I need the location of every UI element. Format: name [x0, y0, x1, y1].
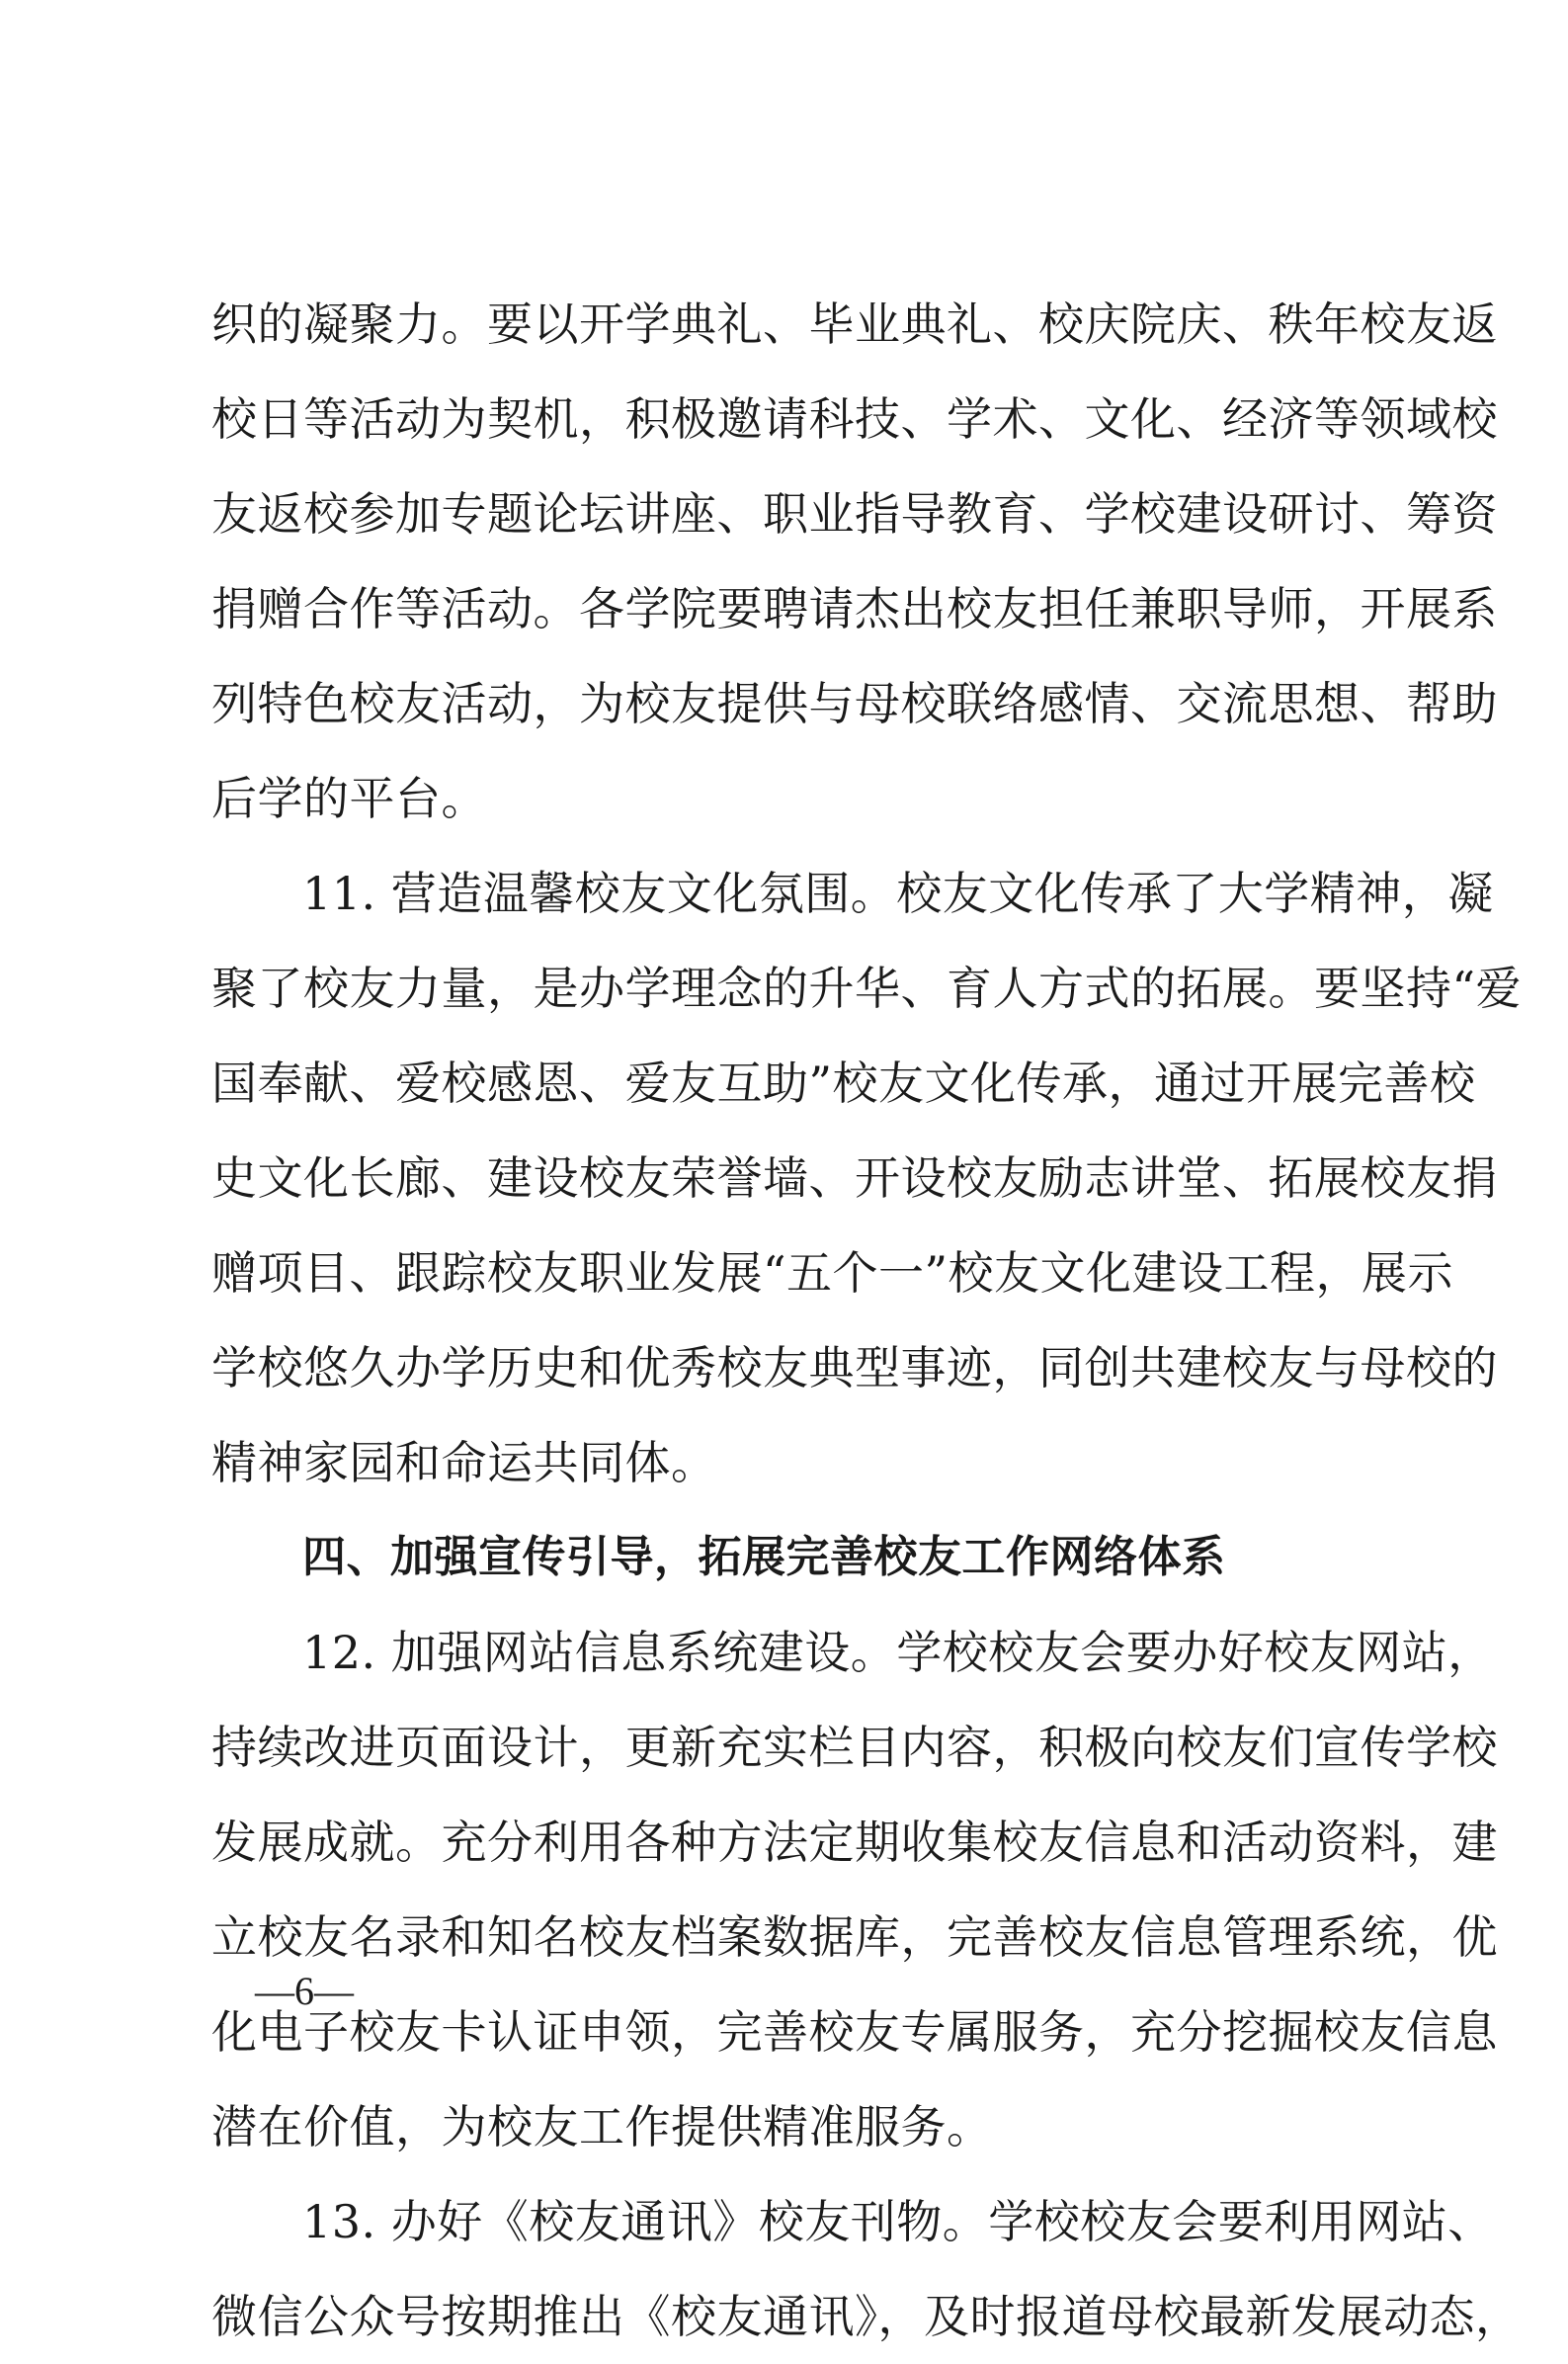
- body-line: 潜在价值，为校友工作提供精准服务。: [211, 2100, 993, 2153]
- body-line: 捐赠合作等活动。各学院要聘请杰出校友担任兼职导师，开展系: [211, 582, 1498, 635]
- body-line: 赠项目、跟踪校友职业发展“五个一”校友文化建设工程，展示: [211, 1246, 1454, 1300]
- body-line: 后学的平台。: [211, 772, 487, 825]
- body-line: 持续改进页面设计，更新充实栏目内容，积极向校友们宣传学校: [211, 1721, 1498, 1774]
- page-number: —6—: [255, 1969, 354, 2013]
- body-line: 微信公众号按期推出《校友通讯》，及时报道母校最新发展动态，: [211, 2290, 1522, 2343]
- body-line: 精神家园和命运共同体。: [211, 1436, 717, 1489]
- body-line: 史文化长廊、建设校友荣誉墙、开设校友励志讲堂、拓展校友捐: [211, 1151, 1498, 1205]
- body-line: 立校友名录和知名校友档案数据库，完善校友信息管理系统，优: [211, 1910, 1498, 1964]
- body-line: 织的凝聚力。要以开学典礼、毕业典礼、校庆院庆、秩年校友返: [211, 297, 1498, 351]
- document-body: [211, 277, 1523, 2364]
- body-line: 聚了校友力量，是办学理念的升华、育人方式的拓展。要坚持“爱: [211, 962, 1523, 1015]
- body-line: 国奉献、爱校感恩、爱友互助”校友文化传承，通过开展完善校: [211, 1056, 1476, 1110]
- body-line: 友返校参加专题论坛讲座、职业指导教育、学校建设研讨、筹资: [211, 487, 1498, 541]
- paragraph-13-start: 13. 办好《校友通讯》校友刊物。学校校友会要利用网站、: [302, 2195, 1494, 2248]
- body-line: 列特色校友活动，为校友提供与母校联络感情、交流思想、帮助: [211, 677, 1498, 730]
- section-heading-4: 四、加强宣传引导，拓展完善校友工作网络体系: [302, 1532, 1226, 1582]
- paragraph-12-start: 12. 加强网站信息系统建设。学校校友会要办好校友网站，: [302, 1626, 1494, 1679]
- body-line: 发展成就。充分利用各种方法定期收集校友信息和活动资料，建: [211, 1815, 1498, 1869]
- body-line: 化电子校友卡认证申领，完善校友专属服务，充分挖掘校友信息: [211, 2005, 1498, 2059]
- body-line: 校日等活动为契机，积极邀请科技、学术、文化、经济等领域校: [211, 392, 1498, 446]
- paragraph-11-start: 11. 营造温馨校友文化氛围。校友文化传承了大学精神，凝: [302, 867, 1494, 920]
- body-line: 学校悠久办学历史和优秀校友典型事迹，同创共建校友与母校的: [211, 1341, 1498, 1394]
